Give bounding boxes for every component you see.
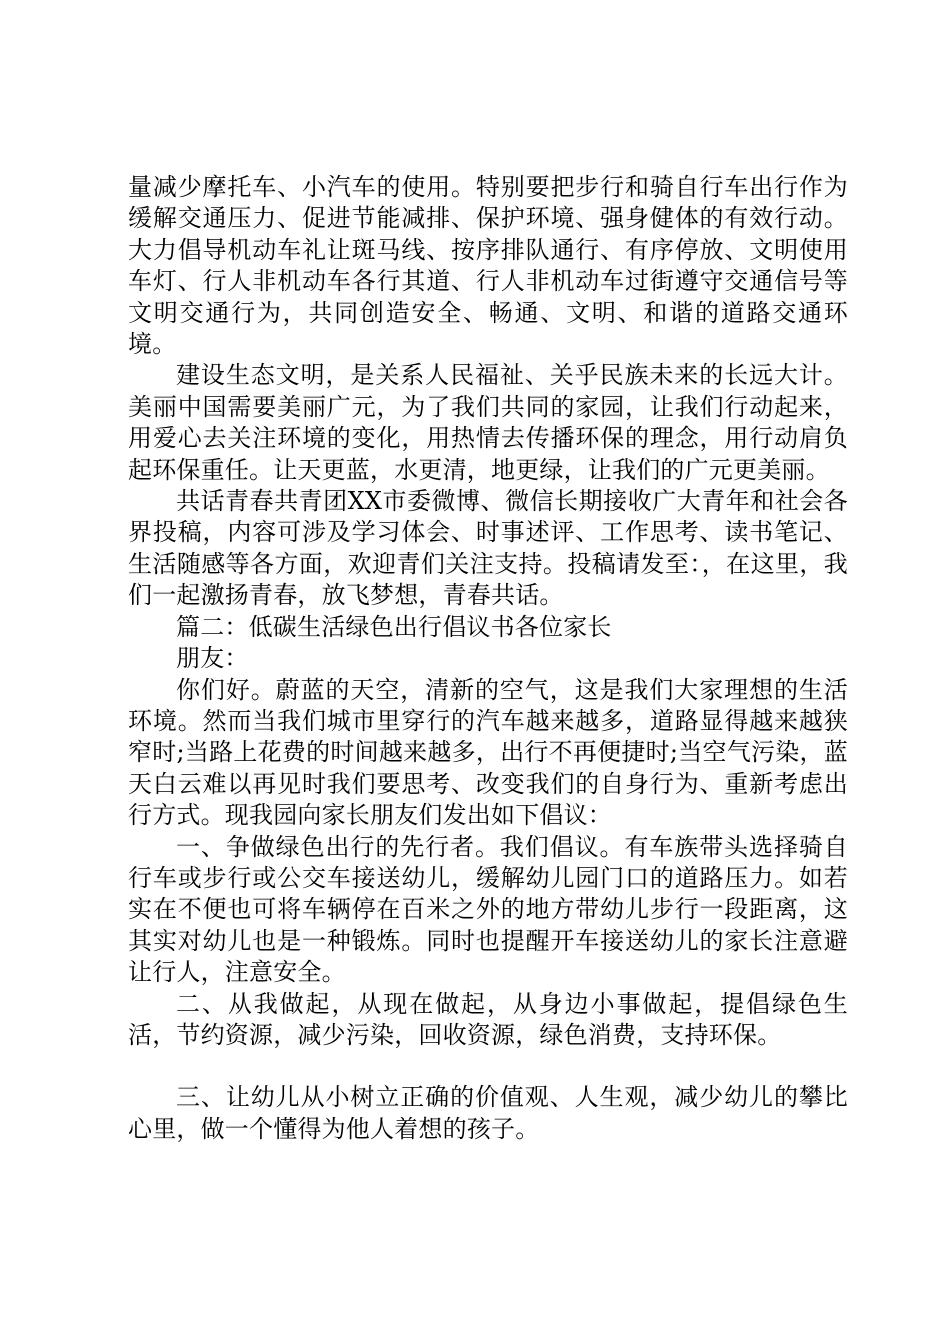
paragraph-proposal-three: 三、让幼儿从小树立正确的价值观、人生观，减少幼儿的攀比心里，做一个懂得为他人着想的孩子。 xyxy=(128,1083,848,1143)
paragraph-greeting: 你们好。蔚蓝的天空，清新的空气，这是我们大家理想的生活环境。然而当我们城市里穿行的汽车越来越多，道路显得越来越狭窄时;当路上花费的时间越来越多，出行不再便捷时;当空气污染，蓝天白云难以再见时我们要思考、改变我们的自身行为、重新考虑出行方式。现我园向家长朋友们发出如下倡议： xyxy=(128,675,848,830)
paragraph-proposal-two: 二、从我做起，从现在做起，从身边小事做起，提倡绿色生活，节约资源，减少污染，回收资源，绿色消费，支持环保。 xyxy=(128,989,848,1049)
section-heading-part-two: 篇二：低碳生活绿色出行倡议书各位家长 xyxy=(176,612,612,641)
paragraph-proposal-one: 一、争做绿色出行的先行者。我们倡议。有车族带头选择骑自行车或步行或公交车接送幼儿，缓解幼儿园门口的道路压力。如若实在不便也可将车辆停在百米之外的地方带幼儿步行一段距离，这其实对幼儿也是一种锻炼。同时也提醒开车接送幼儿的家长注意避让行人，注意安全。 xyxy=(128,832,848,987)
document-body xyxy=(128,172,848,1145)
paragraph-traffic-continuation: 量减少摩托车、小汽车的使用。特别要把步行和骑自行车出行作为缓解交通压力、促进节能减排、保护环境、强身健体的有效行动。大力倡导机动车礼让斑马线、按序排队通行、有序停放、文明使用车灯、行人非机动车各行其道、行人非机动车过街遵守交通信号等文明交通行为，共同创造安全、畅通、文明、和谐的道路交通环境。 xyxy=(128,173,848,359)
paragraph-submission-notice: 共话青春共青团XX市委微博、微信长期接收广大青年和社会各界投稿，内容可涉及学习体会、时事述评、工作思考、读书笔记、生活随感等各方面，欢迎青们关注支持。投稿请发至：，在这里，我们一起激扬青春，放飞梦想，青春共话。 xyxy=(128,487,848,610)
salutation: 朋友： xyxy=(176,644,249,673)
blank-line xyxy=(128,1051,848,1082)
paragraph-ecological-civilization: 建设生态文明，是关系人民福祉、关乎民族未来的长远大计。美丽中国需要美丽广元，为了我们共同的家园，让我们行动起来，用爱心去关注环境的变化，用热情去传播环保的理念，用行动肩负起环保重任。让天更蓝，水更清，地更绿，让我们的广元更美丽。 xyxy=(128,361,848,484)
